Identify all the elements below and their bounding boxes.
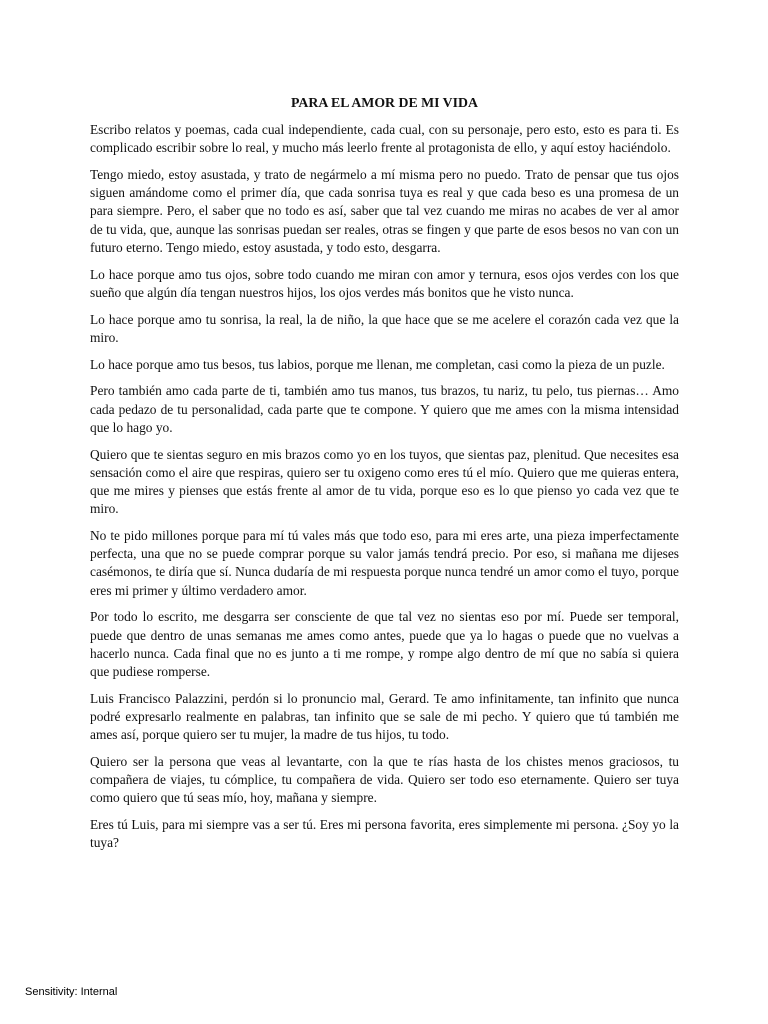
document-body: [90, 94, 679, 861]
paragraph: Quiero que te sientas seguro en mis brazos como yo en los tuyos, que sientas paz, plenitud. Que necesites esa sensación como el aire que respiras, quiero ser tu oxigeno como eres tú el mío. Quiero que me quieras entera, que me mires y pienses que estás frente al amor de tu vida, porque eso es lo que pienso yo cada vez que te miro.: [90, 446, 679, 517]
paragraph: Pero también amo cada parte de ti, también amo tus manos, tus brazos, tu nariz, tu pelo, tus piernas… Amo cada pedazo de tu personalidad, cada parte que te compone. Y quiero que me ames con la misma intensidad que lo hago yo.: [90, 383, 679, 435]
paragraph: No te pido millones porque para mí tú vales más que todo eso, para mi eres arte, una pieza imperfectamente perfecta, una que no se puede comprar porque su valor jamás tendrá precio. Por eso, si mañana me dijeses casémonos, te diría que sí. Nunca dudaría de mi respuesta porque nunca tendré un amor como el tuyo, porque eres mi primer y último verdadero amor.: [90, 528, 679, 598]
sensitivity-label: Sensitivity: Internal: [25, 986, 118, 998]
paragraph: Lo hace porque amo tus ojos, sobre todo cuando me miran con amor y ternura, esos ojos verdes con los que sueño que algún día tengan nuestros hijos, los ojos verdes más bonitos que he visto nunca.: [90, 266, 679, 300]
paragraph: Escribo relatos y poemas, cada cual independiente, cada cual, con su personaje, pero esto, esto es para ti. Es complicado escribir sobre lo real, y mucho más leerlo frente al protagonista de ello, y aquí estoy haciéndolo.: [90, 122, 679, 156]
paragraph: Por todo lo escrito, me desgarra ser consciente de que tal vez no sientas eso por mí. Puede ser temporal, puede que dentro de unas semanas me ames como antes, puede que ya lo hagas o puede que no vuelvas a hacerlo nunca. Cada final que no es junto a ti me rompe, y rompe algo dentro de mí que no sabía si quiera que pudiese romperse.: [90, 609, 679, 680]
paragraph: Eres tú Luis, para mi siempre vas a ser tú. Eres mi persona favorita, eres simplemente mi persona. ¿Soy yo la tuya?: [90, 817, 679, 851]
paragraph: Lo hace porque amo tus besos, tus labios, porque me llenan, me completan, casi como la pieza de un puzle.: [90, 356, 665, 372]
document-title: PARA EL AMOR DE MI VIDA: [291, 95, 478, 110]
paragraph: Luis Francisco Palazzini, perdón si lo pronuncio mal, Gerard. Te amo infinitamente, tan infinito que nunca podré expresarlo realmente en palabras, tan infinito que se sale de mi pecho. Y quiero que tú también me ames así, porque quiero ser tu mujer, la madre de tus hijos, tu todo.: [90, 690, 679, 743]
paragraph: Tengo miedo, estoy asustada, y trato de negármelo a mí misma pero no puedo. Trato de pensar que tus ojos siguen amándome como el primer día, que cada sonrisa tuya es real y que cada beso es una promesa de un para siempre. Pero, el saber que no todo es así, saber que tal vez cuando me miras no acabes de ver al amor de tu vida, que, aunque las sonrisas puedan ser reales, otras se fingen y que parte de esos besos no van con un futuro eterno. Tengo miedo, estoy asustada, y todo esto, desgarra.: [90, 167, 679, 255]
paragraph: Lo hace porque amo tu sonrisa, la real, la de niño, la que hace que se me acelere el corazón cada vez que la miro.: [90, 311, 679, 345]
paragraph: Quiero ser la persona que veas al levantarte, con la que te rías hasta de los chistes menos graciosos, tu compañera de viajes, tu cómplice, tu compañera de vida. Quiero ser todo eso eternamente. Quiero ser tuya como quiero que tú seas mío, hoy, mañana y siempre.: [90, 754, 679, 806]
